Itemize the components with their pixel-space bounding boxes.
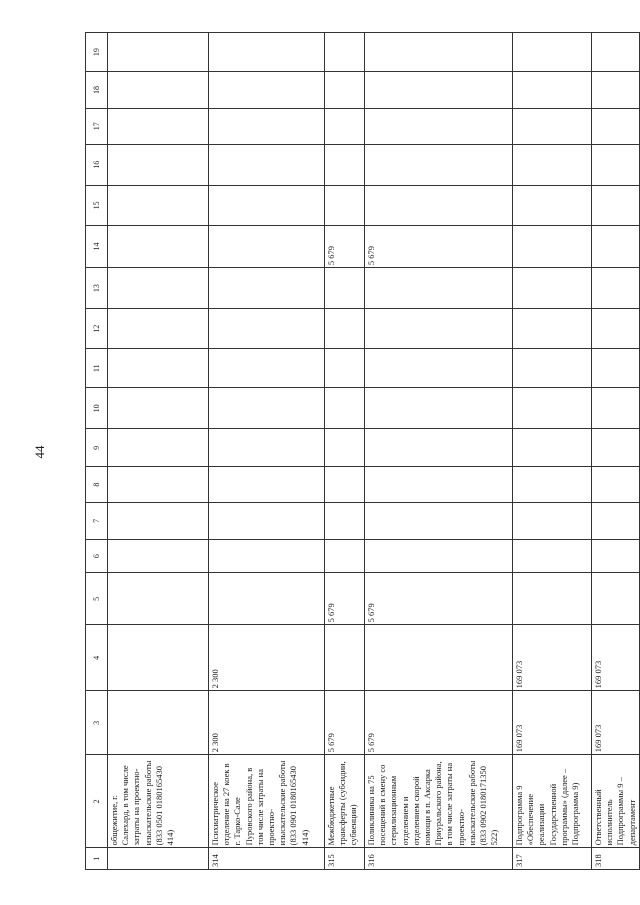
value-cell [365,108,513,144]
value-cell [108,349,209,388]
value-cell [325,429,365,467]
header-row [86,33,108,870]
value-cell [592,33,640,72]
value-cell [592,429,640,467]
value-cell [108,144,209,185]
column-header: 3 [86,691,108,755]
value-cell [108,625,209,691]
column-header: 14 [86,225,108,267]
value-cell [209,573,325,625]
value-cell [325,502,365,539]
value-cell [513,144,592,185]
value-cell: 5 679 [325,573,365,625]
column-header: 1 [86,848,108,870]
column-header: 16 [86,144,108,185]
value-cell [365,185,513,225]
value-cell [592,388,640,429]
value-cell [108,502,209,539]
value-cell [513,72,592,109]
value-cell [325,72,365,109]
table-row [365,33,513,870]
value-cell [325,388,365,429]
value-cell [365,72,513,109]
value-cell [325,467,365,503]
value-cell [365,625,513,691]
row-name-cell: Поликлиника на 75 посещений в смену со стерилизационным отделением и отделением скорой помощи в п. Аксарка Приуральского района, в том числе затраты на проектно-изыскательские работы (833 0902 0180171350 522) [365,755,513,848]
column-header: 12 [86,309,108,349]
value-cell [209,539,325,573]
value-cell [513,429,592,467]
value-cell [365,309,513,349]
value-cell [108,309,209,349]
value-cell [592,309,640,349]
value-cell: 169 073 [513,625,592,691]
value-cell [209,108,325,144]
table-row [209,33,325,870]
column-header: 7 [86,502,108,539]
row-number-cell: 318 [592,848,640,870]
row-name-cell: Межбюджетные трансферты (субсидии, субвенции) [325,755,365,848]
value-cell [108,429,209,467]
value-cell [513,502,592,539]
value-cell [325,539,365,573]
row-number-cell [108,848,209,870]
value-cell [108,467,209,503]
value-cell [365,467,513,503]
value-cell: 5 679 [365,691,513,755]
value-cell [209,349,325,388]
value-cell [513,467,592,503]
value-cell [108,388,209,429]
value-cell [365,388,513,429]
column-header: 19 [86,33,108,72]
value-cell [365,349,513,388]
row-number-cell: 316 [365,848,513,870]
value-cell: 169 073 [513,691,592,755]
value-cell: 5 679 [365,573,513,625]
value-cell [592,144,640,185]
value-cell [365,502,513,539]
value-cell: 5 679 [325,225,365,267]
column-header: 4 [86,625,108,691]
value-cell [108,691,209,755]
table-row [513,33,592,870]
column-header: 15 [86,185,108,225]
value-cell [209,185,325,225]
row-name-cell: общежитие, г. Салехард, в том числе затраты на проектно-изыскательские работы (833 0501 0180165430 414) [108,755,209,848]
value-cell: 5 679 [325,691,365,755]
value-cell [513,268,592,309]
column-header: 5 [86,573,108,625]
value-cell [592,225,640,267]
value-cell [592,349,640,388]
value-cell [513,349,592,388]
value-cell [365,33,513,72]
column-header: 17 [86,108,108,144]
value-cell [513,309,592,349]
column-header: 11 [86,349,108,388]
value-cell [209,388,325,429]
value-cell: 2 300 [209,691,325,755]
value-cell [108,225,209,267]
row-number-cell: 317 [513,848,592,870]
value-cell: 5 679 [365,225,513,267]
value-cell: 2 300 [209,625,325,691]
value-cell [365,539,513,573]
value-cell [365,268,513,309]
value-cell [108,185,209,225]
value-cell [209,309,325,349]
row-name-cell: Подпрограмма 9 «Обеспечение реализации Государственной программы» (далее – Подпрограмма 9) [513,755,592,848]
value-cell [209,429,325,467]
value-cell [513,388,592,429]
value-cell [108,573,209,625]
budget-table [85,32,640,870]
column-header: 6 [86,539,108,573]
value-cell [108,108,209,144]
value-cell [108,539,209,573]
value-cell [209,33,325,72]
value-cell [365,429,513,467]
value-cell [209,268,325,309]
column-header: 13 [86,268,108,309]
value-cell [513,33,592,72]
row-number-cell: 315 [325,848,365,870]
value-cell [325,349,365,388]
value-cell [325,33,365,72]
value-cell [365,144,513,185]
value-cell [513,185,592,225]
value-cell [209,502,325,539]
value-cell [513,573,592,625]
value-cell [108,72,209,109]
value-cell [325,309,365,349]
column-header: 10 [86,388,108,429]
value-cell: 169 073 [592,691,640,755]
value-cell [513,108,592,144]
value-cell [592,268,640,309]
value-cell [209,225,325,267]
table-row [592,33,640,870]
budget-table-container [85,32,637,870]
row-name-cell: Ответственный исполнитель Подпрограммы 9 – департамент [592,755,640,848]
row-number-cell: 314 [209,848,325,870]
value-cell [592,573,640,625]
value-cell [325,185,365,225]
value-cell [592,185,640,225]
value-cell: 169 073 [592,625,640,691]
value-cell [592,502,640,539]
table-row [325,33,365,870]
value-cell [108,33,209,72]
value-cell [592,467,640,503]
column-header: 9 [86,429,108,467]
column-header: 18 [86,72,108,109]
value-cell [592,108,640,144]
value-cell [592,72,640,109]
value-cell [325,268,365,309]
column-header: 8 [86,467,108,503]
value-cell [209,72,325,109]
value-cell [325,625,365,691]
value-cell [513,539,592,573]
value-cell [592,539,640,573]
value-cell [209,144,325,185]
page-number: 44 [32,445,47,459]
value-cell [513,225,592,267]
row-name-cell: Психиатрическое отделение на 27 коек в г. Тарко-Сале Пуровского района, в том числе затраты на проектно-изыскательские работы (833 0901 0180165430 414) [209,755,325,848]
column-header: 2 [86,755,108,848]
value-cell [209,467,325,503]
value-cell [108,268,209,309]
value-cell [325,108,365,144]
value-cell [325,144,365,185]
table-body [108,33,640,870]
table-row [108,33,209,870]
